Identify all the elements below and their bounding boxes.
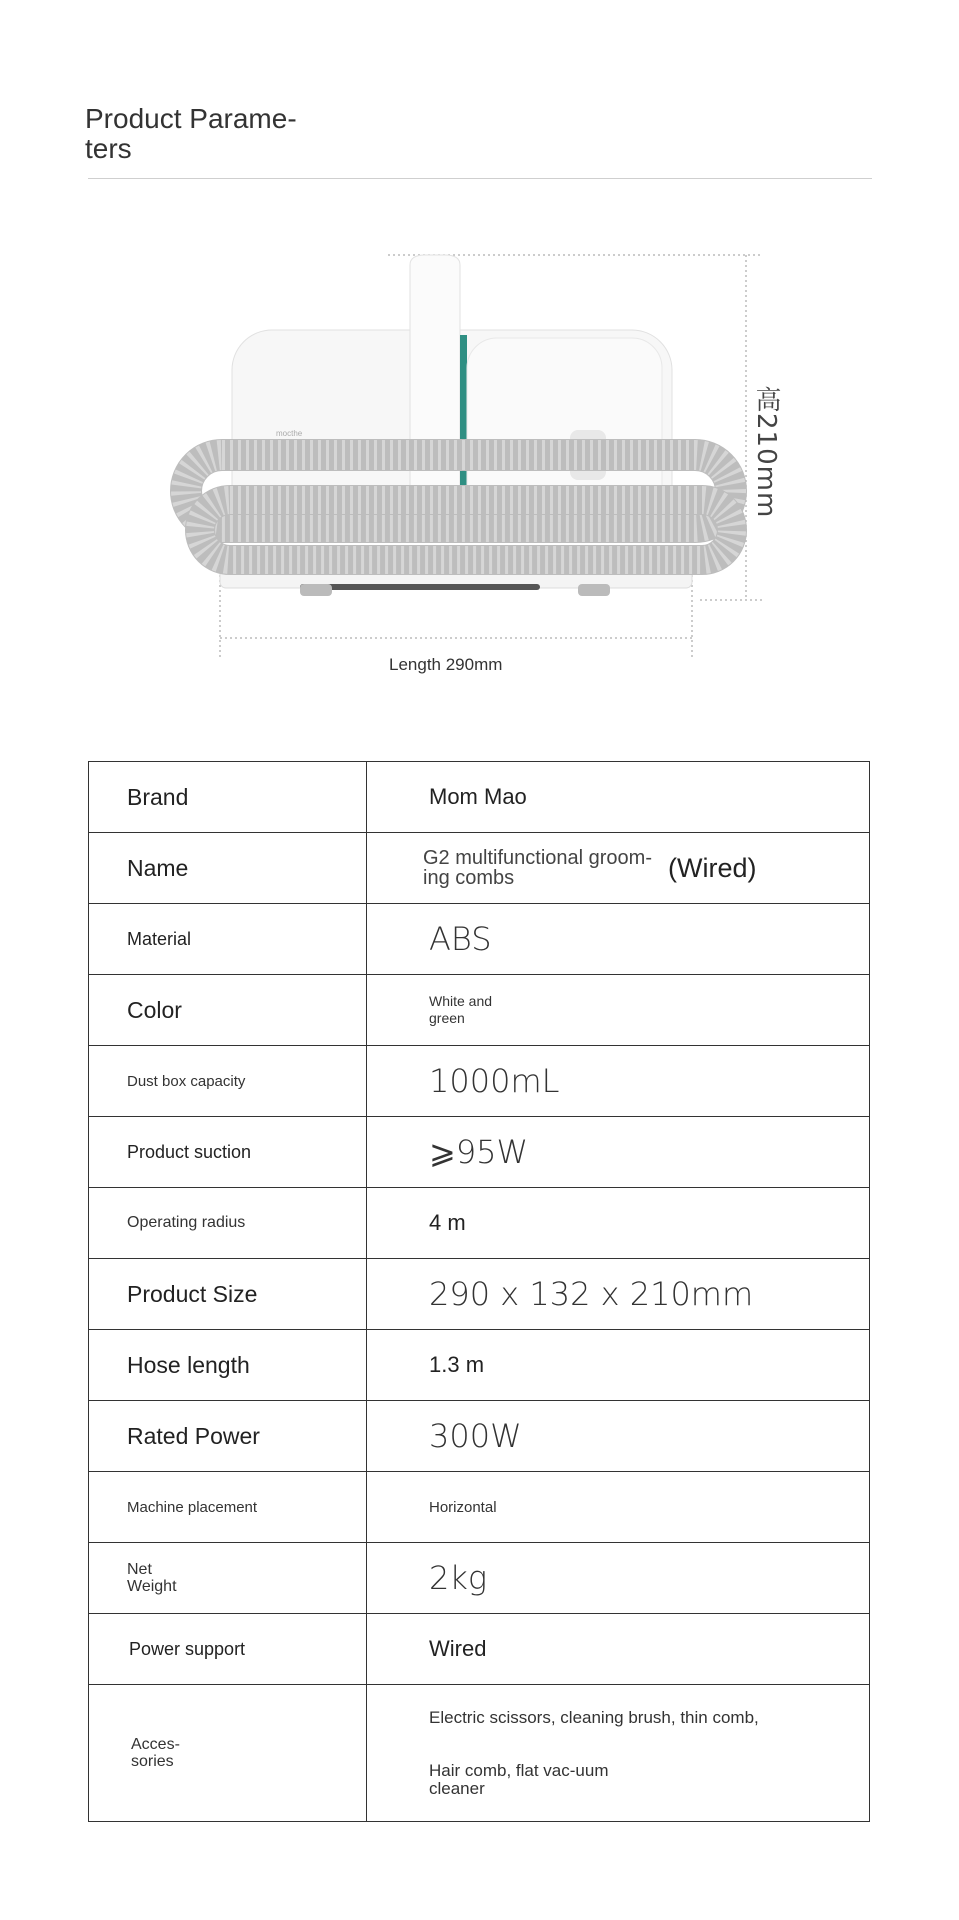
name-value-suffix: (Wired): [668, 852, 757, 883]
length-label: Length 290mm: [389, 655, 503, 674]
coiled-hose: [186, 455, 732, 560]
base-foot-left: [300, 584, 332, 596]
spec-label: [89, 1685, 367, 1822]
spec-label: Brand: [89, 762, 367, 833]
net-weight-label: Net Weight: [127, 1560, 177, 1595]
table-row: [89, 1259, 870, 1330]
table-row: [89, 1543, 870, 1614]
spec-table: [88, 761, 870, 1822]
table-row: [89, 1401, 870, 1472]
spec-label: Power support: [89, 1614, 367, 1685]
table-row: [89, 904, 870, 975]
spec-value: [367, 975, 870, 1046]
spec-value: [367, 833, 870, 904]
page-title-line1: Product Parame-: [85, 103, 297, 134]
color-value: White and green: [429, 992, 493, 1026]
page-title-line2: ters: [85, 133, 132, 164]
spec-value: Mom Mao: [367, 762, 870, 833]
table-row: [89, 1685, 870, 1822]
table-row: [89, 1117, 870, 1188]
table-row: [89, 1330, 870, 1401]
table-row: [89, 762, 870, 833]
spec-label: Operating radius: [89, 1188, 367, 1259]
table-row: [89, 1614, 870, 1685]
table-row: [89, 1046, 870, 1117]
spec-label: Product Size: [89, 1259, 367, 1330]
table-row: [89, 975, 870, 1046]
spec-label: Material: [89, 904, 367, 975]
page-title: [85, 104, 325, 164]
spec-value: 290 x 132 x 210mm: [367, 1259, 870, 1330]
grooming-vacuum-illustration: [0, 240, 959, 700]
spec-label: Product suction: [89, 1117, 367, 1188]
spec-value: [367, 1685, 870, 1822]
accessories-line2: Hair comb, flat vac-uum cleaner: [429, 1761, 609, 1798]
spec-value: ABS: [367, 904, 870, 975]
spec-label: Name: [89, 833, 367, 904]
spec-value: 2kg: [367, 1543, 870, 1614]
spec-value: 1.3 m: [367, 1330, 870, 1401]
base-slot: [300, 584, 540, 590]
table-row: [89, 1188, 870, 1259]
product-figure: [0, 240, 959, 700]
spec-value: 1000mL: [367, 1046, 870, 1117]
spec-label: Rated Power: [89, 1401, 367, 1472]
spec-label: Hose length: [89, 1330, 367, 1401]
spec-label: Machine placement: [89, 1472, 367, 1543]
table-row: [89, 833, 870, 904]
title-divider: [88, 178, 872, 179]
spec-label: Dust box capacity: [89, 1046, 367, 1117]
spec-value: ⩾95W: [367, 1117, 870, 1188]
spec-value: 300W: [367, 1401, 870, 1472]
accessories-label: Acces-sories: [131, 1735, 180, 1770]
brand-mark: mocthe: [276, 429, 303, 438]
table-row: [89, 1472, 870, 1543]
spec-value: Wired: [367, 1614, 870, 1685]
spec-label: Color: [89, 975, 367, 1046]
height-label: 高210mm: [751, 386, 781, 519]
spec-label: [89, 1543, 367, 1614]
accessories-line1: Electric scissors, cleaning brush, thin comb,: [429, 1708, 759, 1727]
spec-value: Horizontal: [367, 1472, 870, 1543]
base-foot-right: [578, 584, 610, 596]
spec-value: 4 m: [367, 1188, 870, 1259]
name-value-main: G2 multifunctional groom-ing combs: [423, 847, 652, 889]
